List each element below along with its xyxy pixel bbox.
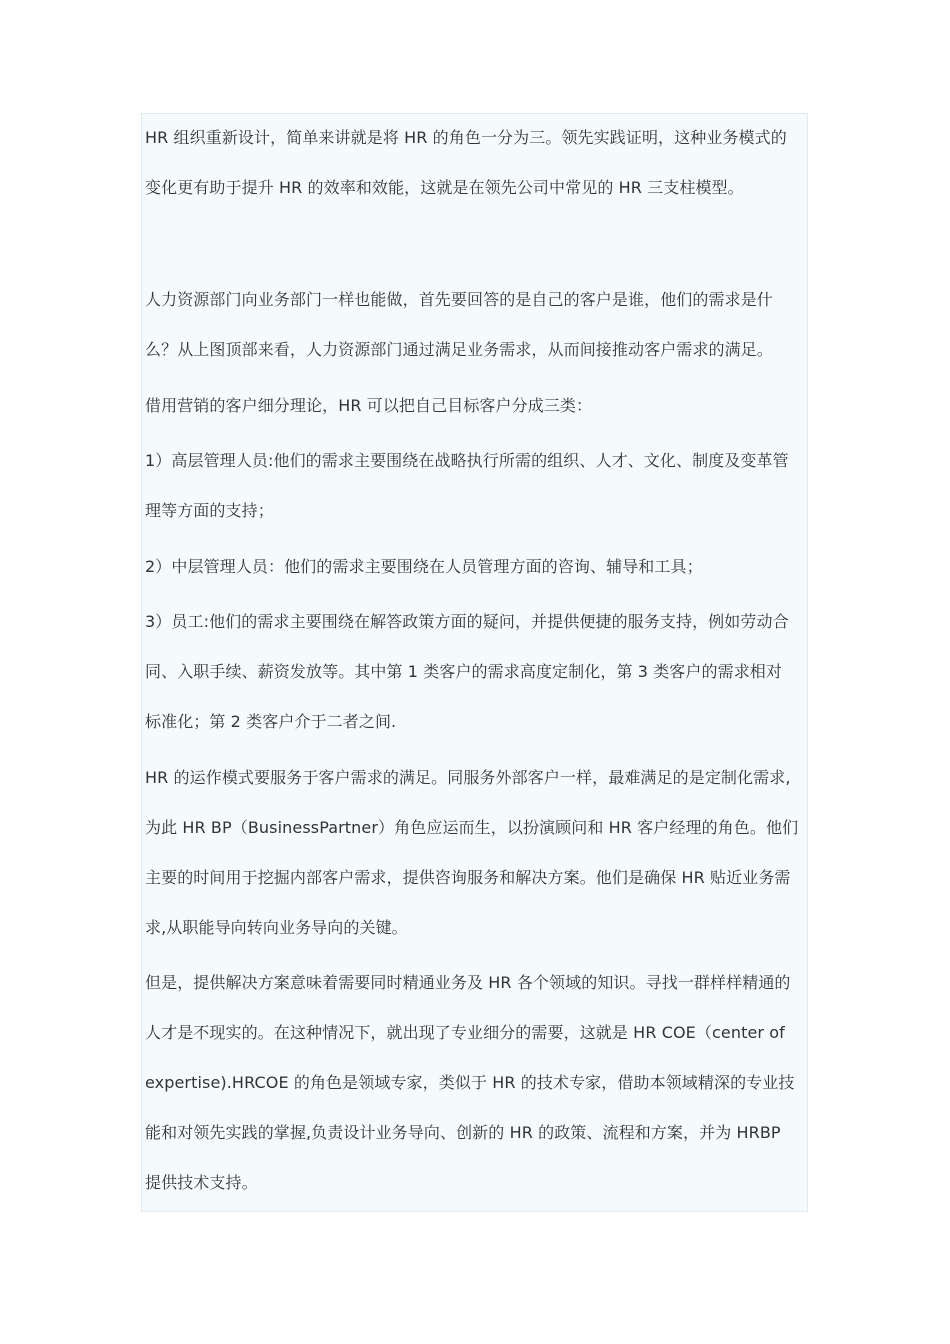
article-content-box — [141, 113, 808, 1212]
text-line: 理等方面的支持； — [145, 501, 274, 520]
text-line: 么？从上图顶部来看，人力资源部门通过满足业务需求，从而间接推动客户需求的满足。 — [145, 340, 773, 359]
text-line: 主要的时间用于挖掘内部客户需求，提供咨询服务和解决方案。他们是确保 HR 贴近业务需 — [145, 868, 791, 887]
text-line: 3）员工:他们的需求主要围绕在解答政策方面的疑问，并提供便捷的服务支持，例如劳动合 — [145, 612, 789, 631]
text-line: 求,从职能导向转向业务导向的关键。 — [145, 918, 408, 937]
text-line: 借用营销的客户细分理论，HR 可以把自己目标客户分成三类： — [145, 396, 593, 415]
text-line: 2）中层管理人员：他们的需求主要围绕在人员管理方面的咨询、辅导和工具； — [145, 557, 703, 576]
text-line: HR 的运作模式要服务于客户需求的满足。同服务外部客户一样，最难满足的是定制化需求, — [145, 768, 791, 787]
text-line: 但是，提供解决方案意味着需要同时精通业务及 HR 各个领域的知识。寻找一群样样精通的 — [145, 973, 791, 992]
text-line: 1）高层管理人员:他们的需求主要围绕在战略执行所需的组织、人才、文化、制度及变革管 — [145, 451, 789, 470]
text-line: 能和对领先实践的掌握,负责设计业务导向、创新的 HR 的政策、流程和方案，并为 HRBP — [145, 1123, 781, 1142]
text-line: 人力资源部门向业务部门一样也能做，首先要回答的是自己的客户是谁，他们的需求是什 — [145, 290, 773, 309]
text-line: 提供技术支持。 — [145, 1173, 258, 1192]
text-line: 人才是不现实的。在这种情况下，就出现了专业细分的需要，这就是 HR COE（center of — [145, 1023, 785, 1042]
text-line: HR 组织重新设计，简单来讲就是将 HR 的角色一分为三。领先实践证明，这种业务模式的 — [145, 128, 787, 147]
text-line: 同、入职手续、薪资发放等。其中第 1 类客户的需求高度定制化，第 3 类客户的需求相对 — [145, 662, 783, 681]
text-line: 为此 HR BP（BusinessPartner）角色应运而生，以扮演顾问和 HR 客户经理的角色。他们 — [145, 818, 799, 837]
text-line: 标准化；第 2 类客户介于二者之间. — [145, 712, 397, 731]
text-line: expertise).HRCOE 的角色是领域专家，类似于 HR 的技术专家，借助本领域精深的专业技 — [145, 1073, 795, 1092]
text-line: 变化更有助于提升 HR 的效率和效能，这就是在领先公司中常见的 HR 三支柱模型。 — [145, 178, 744, 197]
